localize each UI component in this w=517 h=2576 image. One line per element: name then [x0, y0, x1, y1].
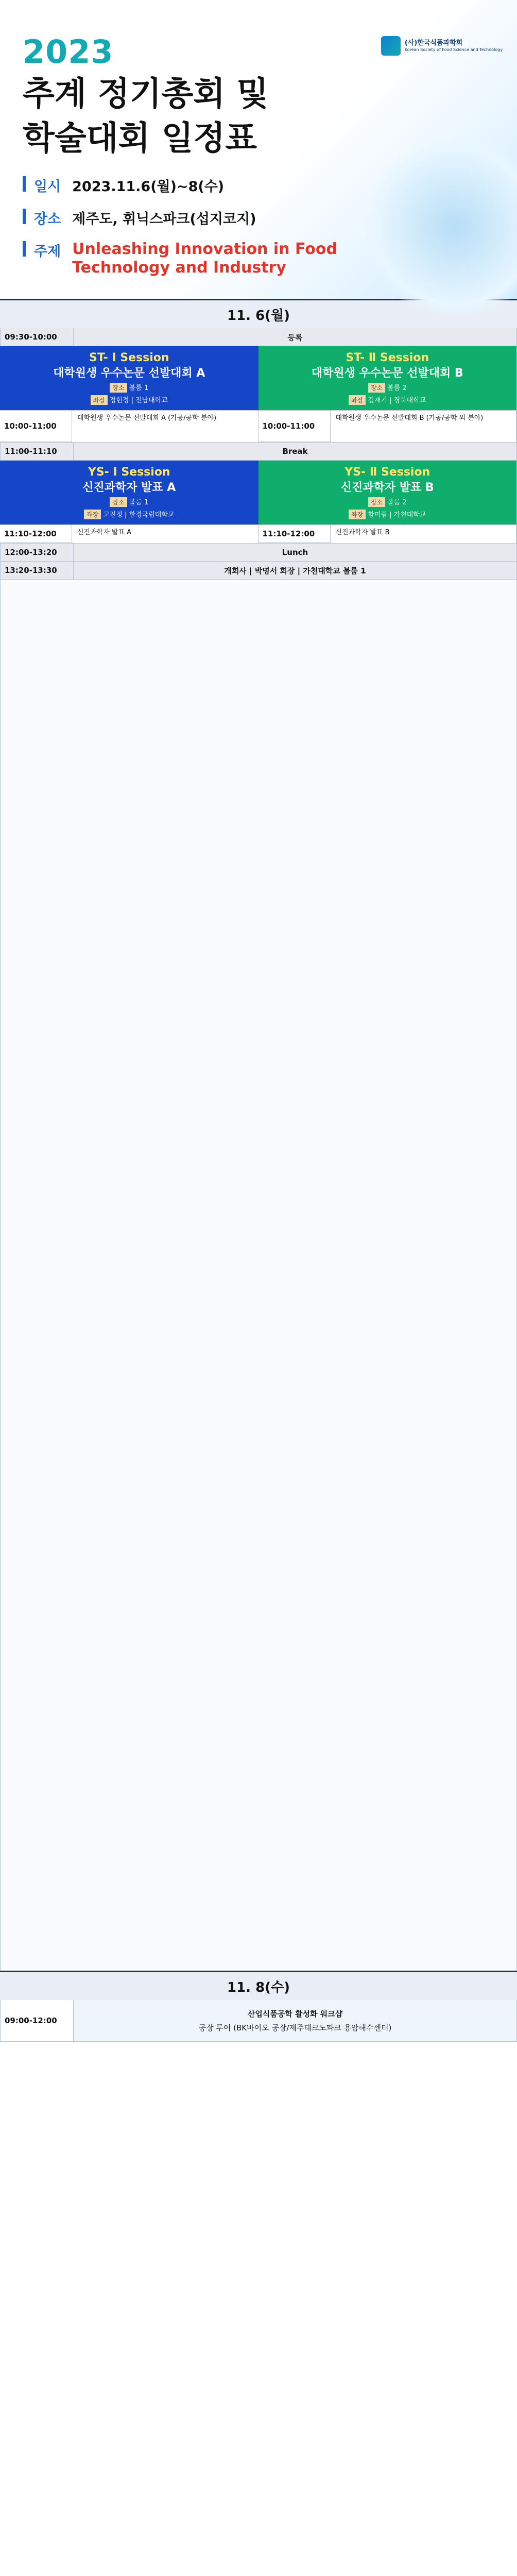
session-ys1: YS- Ⅰ Session 신진과학자 발표 A 장소 볼룸 1 좌장 고진정 | 한경국립대학교	[0, 461, 258, 524]
registration-row: 등록	[74, 328, 517, 346]
session-ys2: YS- Ⅱ Session 신진과학자 발표 B 장소 볼룸 2 좌장 함미림 | 가천대학교	[258, 461, 517, 524]
session-st-row	[0, 346, 517, 411]
date-row: 일시 2023.11.6(월)~8(수)	[23, 175, 391, 195]
session-st1: ST- Ⅰ Session 대학원생 우수논문 선발대회 A 장소 볼룸 1 좌장 정현정 | 전남대학교	[0, 346, 258, 410]
title-line-1: 추계 정기총회 및	[23, 75, 269, 113]
day3-header: 11. 8(수)	[0, 1971, 517, 2000]
page-title	[23, 72, 268, 161]
logo-mark-icon	[381, 36, 401, 56]
day1-header: 11. 6(월)	[0, 299, 517, 328]
time-cell: 09:30-10:00	[1, 328, 74, 346]
society-logo	[381, 36, 503, 56]
time-cell: 09:00-12:00	[1, 2000, 74, 2042]
year: 2023	[23, 33, 114, 71]
logo-text-en: Korean Society of Food Science and Technology	[404, 47, 503, 52]
theme-row: 주제 Unleashing Innovation in Food Technology and Industry	[23, 240, 391, 277]
title-line-2: 학술대회 일정표	[23, 120, 257, 158]
logo-text-ko: (사)한국식품과학회	[404, 39, 463, 47]
page-header	[0, 0, 517, 299]
schedule-body-placeholder	[0, 580, 517, 1971]
place-row: 장소 제주도, 휘닉스파크(섭지코지)	[23, 208, 391, 228]
day1-schedule: 09:30-10:00 등록 ST- Ⅰ Session 대학원생 우수논문 선발대회 A 장소 볼룸 1 좌장 정현정 | 전남대학교 ST- Ⅱ Session 대학원생 우수논문 선발대회 B 장소 볼룸 2 좌장 김재기 | 경북대학교 10:00-11:00 대학원생 우수논문 선발대회 A (가공/공학 분야) 10:00-11:00 대학원생 우수논문 선발대회 B (가공/공학 외 분야) 11:00-11:10 Break YS- Ⅰ Session 신진과학자 발표 A 장소 볼룸 1 좌장 고진정 | 한경국립대학교 YS- Ⅱ Session 신진과학자 발표 B 장소 볼룸 2 좌장 함미림 | 가천대학교 11:10-12:00 신진과학자 발표 A 11:10-12:00 신진과학자 발표 B 12:00-13:20 Lunch 13:20-13:30 개회사 | 박명서 회장 | 가천대학교 볼룸 1	[0, 328, 517, 1971]
event-info	[23, 175, 391, 290]
session-st2: ST- Ⅱ Session 대학원생 우수논문 선발대회 B 장소 볼룸 2 좌장 김재기 | 경북대학교	[258, 346, 517, 410]
